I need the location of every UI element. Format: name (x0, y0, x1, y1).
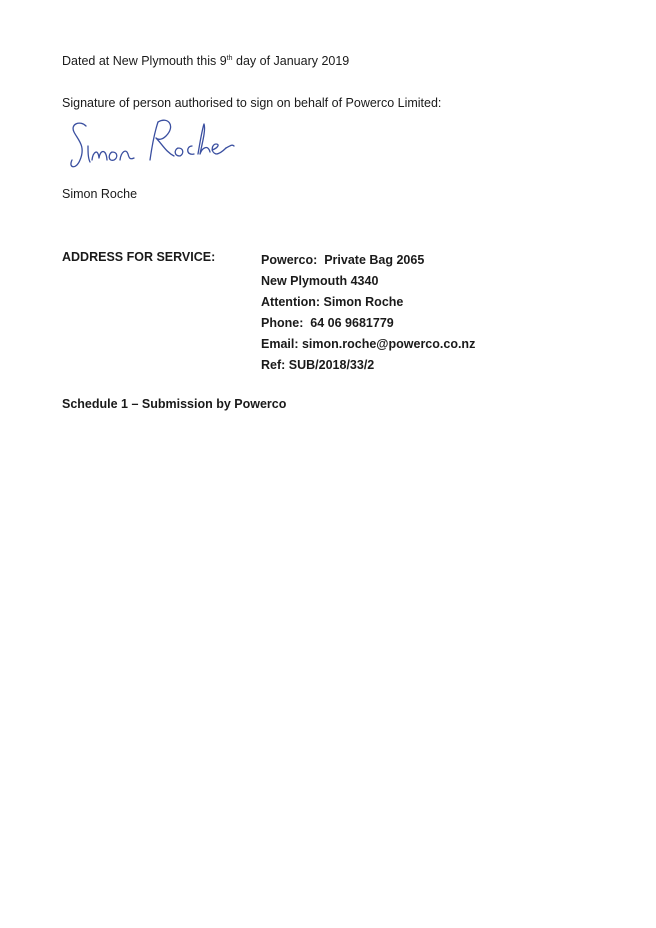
signer-name: Simon Roche (62, 187, 138, 201)
address-line: Phone: 64 06 9681779 (261, 316, 394, 330)
dated-superscript: th (226, 55, 233, 62)
schedule-heading: Schedule 1 – Submission by Powerco (62, 397, 287, 411)
address-line: Attention: Simon Roche (261, 295, 404, 309)
handwritten-signature (66, 116, 246, 178)
address-block (261, 250, 475, 376)
dated-suffix: day of January 2019 (232, 54, 350, 68)
address-line: Ref: SUB/2018/33/2 (261, 358, 375, 372)
dated-line (62, 54, 349, 68)
address-label: ADDRESS FOR SERVICE: (62, 250, 216, 264)
address-line: New Plymouth 4340 (261, 274, 379, 288)
dated-prefix: Dated at New Plymouth this 9 (62, 54, 227, 68)
address-line: Powerco: Private Bag 2065 (261, 253, 425, 267)
signature-prompt: Signature of person authorised to sign on behalf of Powerco Limited: (62, 96, 442, 110)
address-line: Email: simon.roche@powerco.co.nz (261, 337, 476, 351)
